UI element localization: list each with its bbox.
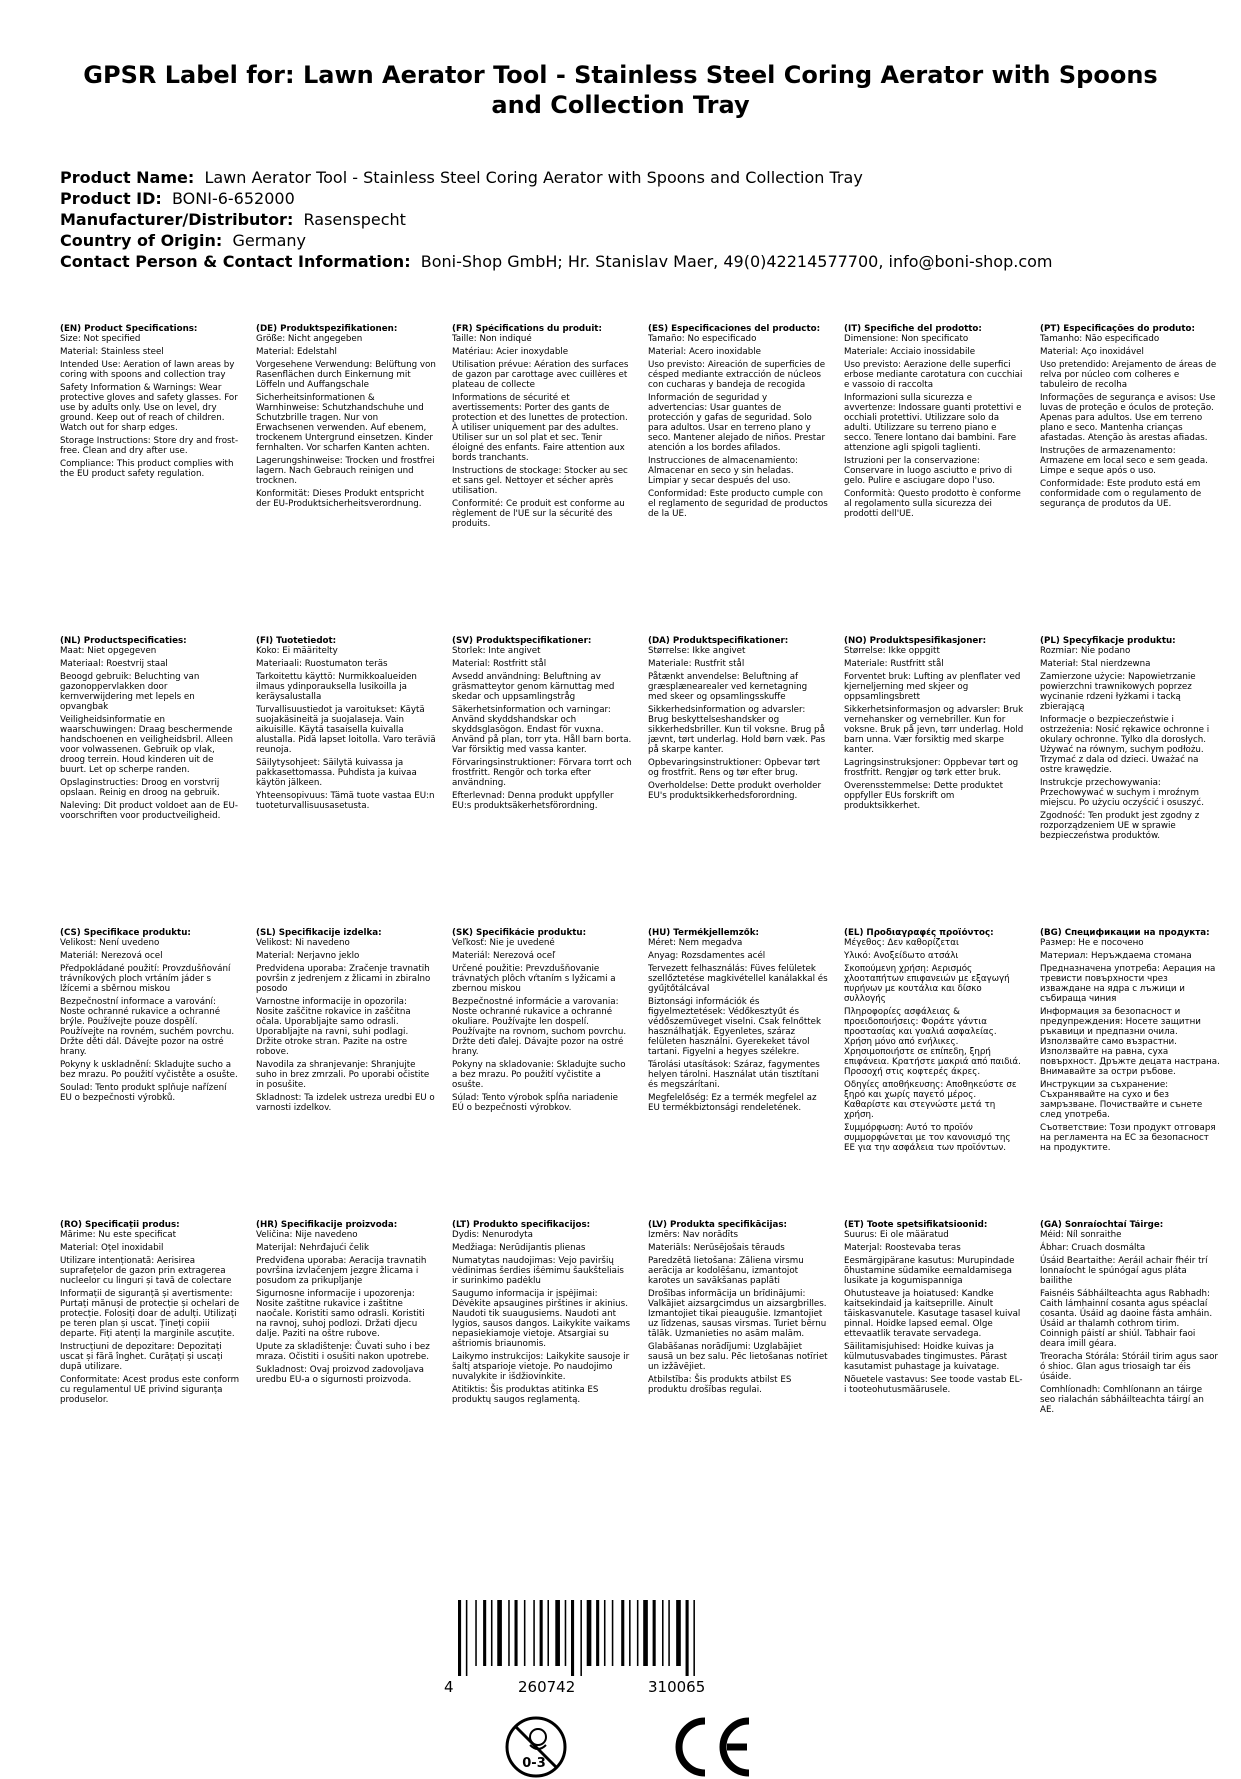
- barcode-bar: [693, 1600, 695, 1676]
- spec-line: Πληροφορίες ασφάλειας & προειδοποιήσεις: Φοράτε γάντια προστασίας και γυαλιά ασφαλείας. Χρήση μόνο από ενήλικες. Χρησιμοποιήστε σε επίπεδη, ξηρή επιφάνεια. Κρατήστε μακριά από παιδιά. Προσοχή στις κοφτερές άκρες.: [844, 1007, 1021, 1077]
- spec-line: Material: Stainless steel: [60, 347, 164, 357]
- spec-line: Conformidade: Este produto está em conformidade com o regulamento de segurança de produtos da UE.: [1040, 479, 1202, 509]
- spec-card-heading: (SV) Produktspecifikationer:: [452, 636, 592, 646]
- spec-line: Pokyny k uskladnění: Skladujte sucho a bez mrazu. Po použití vyčistěte a osušte.: [60, 1060, 238, 1080]
- spec-line: Súlad: Tento výrobok spĺňa nariadenie EÚ o bezpečnosti výrobkov.: [452, 1093, 619, 1113]
- barcode-bar: [621, 1600, 624, 1666]
- spec-line: Méid: Níl sonraithe: [1040, 1230, 1122, 1240]
- spec-line: Utilizare intenționată: Aerisirea suprafețelor de gazon prin extragerea nucleelor cu linguri și tavă de colectare: [60, 1256, 232, 1286]
- spec-line: Konformität: Dieses Produkt entspricht der EU-Produktsicherheitsverordnung.: [256, 489, 425, 509]
- barcode-bar: [475, 1600, 477, 1666]
- spec-card: [648, 1220, 828, 1398]
- info-row-product-name: [60, 167, 1053, 188]
- spec-line: Instrucciones de almacenamiento: Almacenar en seco y sin heladas. Limpiar y secar después del uso.: [648, 456, 798, 486]
- spec-line: Úsáid Beartaithe: Aeráil achair fhéir trí lonnaíocht le spúnógaí agus pláta bailithe: [1040, 1256, 1208, 1286]
- spec-line: Dimensione: Non specificato: [844, 334, 969, 344]
- spec-line: Informações de segurança e avisos: Use luvas de proteção e óculos de proteção. Apenas para adultos. Use em terreno plano e seco. Mantenha crianças afastadas. Atenção às arestas afiadas.: [1040, 393, 1216, 443]
- spec-line: Tárolási utasítások: Száraz, fagymentes helyen tárolni. Használat után tisztítani és megszárítani.: [648, 1060, 820, 1090]
- spec-card-heading: (HR) Specifikacije proizvoda:: [256, 1220, 398, 1230]
- barcode-bar: [540, 1600, 543, 1666]
- spec-line: Comhlíonadh: Comhlíonann an táirge seo rialachán sábháilteachta táirgí an AE.: [1040, 1385, 1204, 1415]
- spec-line: Megfelelőség: Ez a termék megfelel az EU termékbiztonsági rendeletének.: [648, 1093, 817, 1113]
- spec-line: Istruzioni per la conservazione: Conservare in luogo asciutto e privo di gelo. Pulire e asciugare dopo l'uso.: [844, 456, 1012, 486]
- spec-line: Ohutusteave ja hoiatused: Kandke kaitsekindaid ja kaitseprille. Ainult täiskasvanutele. Kasutage tasasel kuival pinnal. Hoidke lapsed eemal. Olge ettevaatlik teravate servadega.: [844, 1289, 1021, 1339]
- spec-line: Soulad: Tento produkt splňuje nařízení EU o bezpečnosti výrobků.: [60, 1083, 227, 1103]
- spec-card: [1040, 324, 1220, 512]
- barcode-bar: [596, 1600, 599, 1666]
- spec-line: Material: Oțel inoxidabil: [60, 1243, 164, 1253]
- spec-line: Zamierzone użycie: Napowietrzanie powierzchni trawnikowych poprzez wycinanie rdzeni łyżkami i tacką zbierającą: [1040, 672, 1196, 712]
- spec-line: Atitiktis: Šis produktas atitinka ES produktų saugos reglamentą.: [452, 1385, 599, 1405]
- barcode-digits: 260742: [518, 1678, 576, 1696]
- info-row-contact: [60, 251, 1053, 272]
- spec-card-heading: (SL) Specifikacije izdelka:: [256, 928, 382, 938]
- spec-card: [844, 1220, 1024, 1398]
- spec-card-heading: (NL) Productspecificaties:: [60, 636, 187, 646]
- spec-card: [256, 636, 436, 814]
- info-row-product-id: [60, 188, 1053, 209]
- barcode-bar: [565, 1600, 567, 1666]
- spec-line: Beoogd gebruik: Beluchting van gazonoppervlakken door kernverwijdering met lepels en opvangbak: [60, 672, 200, 712]
- info-value: Germany: [232, 231, 306, 250]
- spec-card-heading: (CS) Specifikace produktu:: [60, 928, 191, 938]
- spec-line: Materiale: Acciaio inossidabile: [844, 347, 976, 357]
- barcode-bar: [662, 1600, 664, 1666]
- spec-line: Paredzētā lietošana: Zāliena virsmu aerācija ar kodolēšanu, izmantojot karotes un savākšanas paplāti: [648, 1256, 804, 1286]
- spec-line: Предназначена употреба: Аерация на тревисти повърхности чрез изваждане на ядра с лъжици и събираща чиния: [1040, 964, 1216, 1004]
- spec-line: Instrucțiuni de depozitare: Depozitați uscat și fără înghet. Curățați și uscați după utilizare.: [60, 1342, 223, 1372]
- spec-line: Izmērs: Nav norādīts: [648, 1230, 739, 1240]
- spec-line: Sukladnost: Ovaj proizvod zadovoljava uredbu EU-a o sigurnosti proizvoda.: [256, 1365, 424, 1385]
- spec-card-heading: (BG) Спецификации на продукта:: [1040, 928, 1210, 938]
- spec-line: Utilisation prévue: Aération des surfaces de gazon par carottage avec cuillères et plateau de collecte: [452, 360, 629, 390]
- spec-line: Størrelse: Ikke angivet: [648, 646, 746, 656]
- spec-card: [452, 928, 632, 1116]
- spec-line: Materiał: Stal nierdzewna: [1040, 659, 1151, 669]
- spec-line: Upute za skladištenje: Čuvati suho i bez mraza. Očistiti i osušiti nakon upotrebe.: [256, 1342, 430, 1362]
- spec-line: Conformità: Questo prodotto è conforme al regolamento sulla sicurezza dei prodotti dell'UE.: [844, 489, 1021, 519]
- spec-line: Pokyny na skladovanie: Skladujte sucho a bez mrazu. Po použití vyčistite a osušte.: [452, 1060, 626, 1090]
- age-warning-icon: [504, 1715, 568, 1779]
- spec-line: Maat: Niet opgegeven: [60, 646, 157, 656]
- spec-card-heading: (RO) Specificații produs:: [60, 1220, 180, 1230]
- spec-line: Förvaringsinstruktioner: Förvara torrt och frostfritt. Rengör och torka efter användning.: [452, 758, 632, 788]
- spec-card-heading: (NO) Produktspesifikasjoner:: [844, 636, 987, 646]
- spec-line: Předpokládané použití: Provzdušňování trávníkových ploch vrtáním jáder s lžícemi a sběrnou miskou: [60, 964, 231, 994]
- spec-line: Dydis: Nenurodyta: [452, 1230, 533, 1240]
- spec-line: Eesmärgipärane kasutus: Murupindade õhustamine südamike eemaldamisega lusikate ja kogumispanniga: [844, 1256, 1015, 1286]
- spec-card: [844, 636, 1024, 814]
- spec-line: Informations de sécurité et avertissements: Porter des gants de protection et des lunettes de protection. À utiliser uniquement par des adultes. Utiliser sur un sol plat et sec. Tenir éloigné des enfants. Faire attention aux bords tranchants.: [452, 393, 628, 463]
- spec-card-heading: (PL) Specyfikacje produktu:: [1040, 636, 1176, 646]
- spec-card-heading: (HU) Termékjellemzők:: [648, 928, 760, 938]
- spec-line: Materiale: Rustfritt stål: [844, 659, 944, 669]
- spec-card-heading: (LT) Produkto specifikacijos:: [452, 1220, 591, 1230]
- spec-line: Rozmiar: Nie podano: [1040, 646, 1131, 656]
- spec-line: Conformitate: Acest produs este conform cu regulamentul UE privind siguranța produselor.: [60, 1375, 240, 1405]
- spec-line: Størrelse: Ikke oppgitt: [844, 646, 940, 656]
- spec-line: Bezpečnostné informácie a varovania: Noste ochranné rukavice a ochranné okuliare. Používajte len dospelí. Používajte na rovnom, suchom povrchu. Držte deti ďalej. Dávajte pozor na ostré hrany.: [452, 997, 627, 1057]
- spec-line: Säilytysohjeet: Säilytä kuivassa ja pakkasettomassa. Puhdista ja kuivaa käytön jälkeen.: [256, 758, 417, 788]
- spec-line: Размер: Не е посочено: [1040, 938, 1144, 948]
- spec-card-heading: (GA) Sonraíochtaí Táirge:: [1040, 1220, 1164, 1230]
- info-value: Boni-Shop GmbH; Hr. Stanislav Maer, 49(0)42214577700, info@boni-shop.com: [420, 252, 1053, 271]
- spec-line: Påtænkt anvendelse: Beluftning af græsplænearealer ved kernetagning med skeer og opsamlingsskuffe: [648, 672, 808, 702]
- spec-card-heading: (SK) Špecifikácie produktu:: [452, 928, 587, 938]
- spec-line: Uso previsto: Aerazione delle superfici erbose mediante carotatura con cucchiai e vassoio di raccolta: [844, 360, 1023, 390]
- spec-line: Turvallisuustiedot ja varoitukset: Käytä suojakäsineitä ja suojalaseja. Vain aikuisille. Käytä tasaisella kuivalla alustalla. Pidä lapset loitolla. Varo teräviä reunoja.: [256, 705, 436, 755]
- spec-line: Sicherheitsinformationen & Warnhinweise: Schutzhandschuhe und Schutzbrille tragen. Nur von Erwachsenen verwenden. Auf ebenem, trockenem Untergrund einsetzen. Kinder fernhalten. Vor scharfen Kanten achten.: [256, 393, 433, 453]
- spec-line: Informacje o bezpieczeństwie i ostrzeżenia: Nosić rękawice ochronne i okulary ochronne. Tylko dla dorosłych. Używać na równym, suchym podłożu. Trzymać z dala od dzieci. Uważać na ostre krawędzie.: [1040, 715, 1210, 775]
- ce-mark-icon: [665, 1715, 755, 1779]
- spec-line: Material: Rostfritt stål: [452, 659, 547, 669]
- spec-line: Съответствие: Този продукт отговаря на регламента на ЕС за безопасност на продуктите.: [1040, 1123, 1216, 1153]
- barcode-bar: [637, 1600, 639, 1666]
- spec-line: Biztonsági információk és figyelmeztetések: Védőkesztyűt és védőszemüveget viselni. Csak felnőttek használhatják. Egyenletes, száraz felületen használni. Gyerekeket távol tartani. Figyelni a hegyes szélekre.: [648, 997, 822, 1057]
- spec-line: Materiale: Rustfrit stål: [648, 659, 745, 669]
- spec-line: Mărime: Nu este specificat: [60, 1230, 177, 1240]
- spec-line: Storage Instructions: Store dry and frost-free. Clean and dry after use.: [60, 436, 239, 456]
- info-value: Rasenspecht: [303, 210, 406, 229]
- spec-card: [60, 636, 240, 824]
- spec-card-heading: (EN) Product Specifications:: [60, 324, 198, 334]
- spec-line: Materiaali: Ruostumaton teräs: [256, 659, 388, 669]
- spec-line: Saugumo informacija ir įspėjimai: Dėvėkite apsaugines pirštines ir akinius. Naudoti tik suaugusiems. Naudoti ant lygios, sausos dangos. Laikykite vaikams nepasiekiamoje vietoje. Atsargiai su aštriomis briaunomis.: [452, 1289, 631, 1349]
- barcode-bar: [643, 1600, 648, 1666]
- spec-line: Bezpečnostní informace a varování: Noste ochranné rukavice a ochranné brýle. Používejte pouze dospělí. Používejte na rovném, suchém povrchu. Držte děti dál. Dávejte pozor na ostré hrany.: [60, 997, 235, 1057]
- spec-card: [452, 1220, 632, 1408]
- spec-line: Atbilstība: Šis produkts atbilst ES produktu drošības regulai.: [648, 1375, 792, 1395]
- spec-line: Určené použitie: Prevzdušňovanie trávnatých plôch vŕtaním s lyžicami a zbernou miskou: [452, 964, 616, 994]
- spec-line: Yhteensopivuus: Tämä tuote vastaa EU:n tuoteturvallisuusasetusta.: [256, 791, 435, 811]
- spec-line: Materijal: Nehrđajući čelik: [256, 1243, 370, 1253]
- spec-line: Storlek: Inte angivet: [452, 646, 541, 656]
- spec-line: Información de seguridad y advertencias: Usar guantes de protección y gafas de seguridad. Solo para adultos. Usar en terreno plano y seco. Mantener alejado de niños. Prestar atención a los bordes afilados.: [648, 393, 826, 453]
- info-label: Product Name:: [60, 168, 195, 187]
- spec-line: Matériau: Acier inoxydable: [452, 347, 569, 357]
- spec-line: Σκοπούμενη χρήση: Αερισμός χλοοταπήτων επιφανειών με εξαγωγή πυρήνων με κουτάλια και δίσκο συλλογής: [844, 964, 1010, 1004]
- spec-line: Koko: Ei määritelty: [256, 646, 338, 656]
- barcode-bar: [547, 1600, 549, 1666]
- spec-line: Vorgesehene Verwendung: Belüftung von Rasenflächen durch Einkernung mit Löffeln und Auffangschale: [256, 360, 436, 390]
- spec-line: Material: Edelstahl: [256, 347, 337, 357]
- spec-card-heading: (LV) Produkta specifikācijas:: [648, 1220, 787, 1230]
- page-title: GPSR Label for: Lawn Aerator Tool - Stainless Steel Coring Aerator with Spoons and Collection Tray: [83, 61, 1158, 119]
- barcode-bar: [458, 1600, 461, 1676]
- spec-line: Tervezett felhasználás: Füves felületek szellőztetése magkivétellel kanálakkal és gyűjtőtálcával: [648, 964, 828, 994]
- spec-card-heading: (FI) Tuotetiedot:: [256, 636, 337, 646]
- spec-card: [60, 928, 240, 1106]
- spec-card-heading: (ET) Toote spetsifikatsioonid:: [844, 1220, 988, 1230]
- spec-line: Varnostne informacije in opozorila: Nosite zaščitne rokavice in zaščitna očala. Uporabljajte samo odrasli. Uporabljajte na ravni, suhi podlagi. Držite otroke stran. Pazite na ostre robove.: [256, 997, 411, 1057]
- spec-line: Forventet bruk: Lufting av plenflater ved kjerneljerning med skjeer og oppsamlingsbrett: [844, 672, 1021, 702]
- barcode-bar: [604, 1600, 606, 1666]
- info-row-country: [60, 230, 1053, 251]
- ean-barcode: [438, 1600, 738, 1700]
- spec-line: Informazioni sulla sicurezza e avvertenze: Indossare guanti protettivi e occhiali protettivi. Utilizzare solo da adulti. Utilizzare su terreno piano e secco. Tenere lontano dai bambini. Fare attenzione agli spigoli taglienti.: [844, 393, 1022, 453]
- spec-card: [844, 324, 1024, 522]
- spec-line: Compliance: This product complies with the EU product safety regulation.: [60, 459, 234, 479]
- spec-card: [1040, 1220, 1220, 1418]
- spec-line: Material: Nerjavno jeklo: [256, 951, 360, 961]
- spec-line: Size: Not specified: [60, 334, 141, 344]
- barcode-bar: [466, 1600, 468, 1676]
- barcode-bar: [483, 1600, 486, 1666]
- spec-line: Материал: Неръждаема стомана: [1040, 951, 1192, 961]
- barcode-bar: [653, 1600, 656, 1666]
- spec-line: Lagringsinstruksjoner: Oppbevar tørt og frostfritt. Rengjør og tørk etter bruk.: [844, 758, 1019, 778]
- spec-line: Medžiaga: Nerūdijantis plienas: [452, 1243, 586, 1253]
- spec-line: Uso previsto: Aireación de superficies de césped mediante extracción de núcleos con cucharas y bandeja de recogida: [648, 360, 826, 390]
- spec-line: Instructions de stockage: Stocker au sec et sans gel. Nettoyer et sécher après utilisation.: [452, 466, 628, 496]
- spec-line: Materiāls: Nerūsējošais tērauds: [648, 1243, 785, 1253]
- barcode-bar: [580, 1600, 582, 1676]
- spec-card-heading: (DA) Produktspecifikationer:: [648, 636, 789, 646]
- spec-card: [844, 928, 1024, 1156]
- spec-card: [256, 928, 436, 1116]
- info-label: Contact Person & Contact Information:: [60, 252, 411, 271]
- barcode-bar: [497, 1600, 502, 1666]
- spec-line: Predviđena uporaba: Aeracija travnatih površina izvlačenjem jezgre žlicama i posudom za prikupljanje: [256, 1256, 427, 1286]
- barcode-bar: [571, 1600, 574, 1676]
- spec-line: Velikost: Není uvedeno: [60, 938, 160, 948]
- barcode-bar: [491, 1600, 493, 1666]
- barcode-bar: [612, 1600, 614, 1666]
- spec-line: Materiál: Nerezová oceľ: [452, 951, 556, 961]
- barcode-bar: [686, 1600, 689, 1676]
- spec-line: Οδηγίες αποθήκευσης: Αποθηκεύστε σε ξηρό και χωρίς παγετό μέρος. Καθαρίστε και στεγνώστε μετά τη χρήση.: [844, 1080, 1017, 1120]
- spec-line: Uso pretendido: Arejamento de áreas de relva por núcleo com colheres e tabuleiro de recolha: [1040, 360, 1217, 390]
- spec-line: Ábhar: Cruach dosmálta: [1040, 1243, 1146, 1253]
- spec-line: Sikkerhetsinformasjon og advarsler: Bruk vernehansker og vernebriller. Kun for voksne. Bruk på jevn, tørr underlag. Hold barn unna. Vær forsiktig med skarpe kanter.: [844, 705, 1024, 755]
- info-label: Product ID:: [60, 189, 162, 208]
- spec-line: Overensstemmelse: Dette produktet oppfyller EUs forskrift om produktsikkerhet.: [844, 781, 1003, 811]
- spec-line: Conformidad: Este producto cumple con el reglamento de seguridad de productos de la UE.: [648, 489, 828, 519]
- spec-card: [648, 928, 828, 1116]
- spec-card: [648, 324, 828, 522]
- spec-line: Συμμόρφωση: Αυτό το προϊόν συμμορφώνεται με τον κανονισμό της ΕΕ για την ασφάλεια των προϊόντων.: [844, 1123, 1011, 1153]
- spec-line: Sigurnosne informacije i upozorenja: Nosite zaštitne rukavice i zaštitne naočale. Koristiti samo odrasli. Koristiti na ravnoj, suhoj podlozi. Držati djecu dalje. Paziti na oštre rubove.: [256, 1289, 425, 1339]
- spec-line: Sikkerhedsinformation og advarsler: Brug beskyttelseshandsker og sikkerhedsbriller. Kun til voksne. Brug på jævnt, tørt underlag. Hold børn væk. Pas på skarpe kanter.: [648, 705, 826, 755]
- spec-line: Velikost: Ni navedeno: [256, 938, 350, 948]
- spec-line: Laikymo instrukcijos: Laikykite sausoje ir šaltį atsparioje vietoje. Po naudojimo nuvalykite ir išdžiovinkite.: [452, 1352, 630, 1382]
- spec-line: Safety Information & Warnings: Wear protective gloves and safety glasses. For use by adults only. Use on level, dry ground. Keep out of reach of children. Watch out for sharp edges.: [60, 383, 238, 433]
- spec-line: Conformité: Ce produit est conforme au règlement de l'UE sur la sécurité des produits.: [452, 499, 625, 529]
- spec-line: Instruções de armazenamento: Armazene em local seco e sem geada. Limpe e seque após o uso.: [1040, 446, 1208, 476]
- spec-card-heading: (DE) Produktspezifikationen:: [256, 324, 398, 334]
- barcode-digits: 310065: [648, 1678, 706, 1696]
- spec-line: Säilitamisjuhised: Hoidke kuivas ja külmutusvabades tingimustes. Pärast kasutamist puhastage ja kuivatage.: [844, 1342, 1008, 1372]
- spec-line: Υλικό: Ανοξείδωτο ατσάλι: [844, 951, 959, 961]
- barcode-bar: [533, 1600, 535, 1666]
- spec-line: Predvidena uporaba: Zračenje travnatih površin z jedrenjem z žlicami in zbiralno posodo: [256, 964, 431, 994]
- spec-card: [256, 324, 436, 512]
- spec-card-heading: (ES) Especificaciones del producto:: [648, 324, 821, 334]
- spec-card-heading: (PT) Especificações do produto:: [1040, 324, 1195, 334]
- barcode-bar: [676, 1600, 681, 1666]
- spec-card: [1040, 928, 1220, 1156]
- info-value: Lawn Aerator Tool - Stainless Steel Coring Aerator with Spoons and Collection Tray: [204, 168, 863, 187]
- spec-line: Nõuetele vastavus: See toode vastab EL-i tooteohutusmäärusele.: [844, 1375, 1023, 1395]
- spec-card-heading: (EL) Προδιαγραφές προϊόντος:: [844, 928, 994, 938]
- spec-line: Opslaginstructies: Droog en vorstvrij opslaan. Reinig en droog na gebruik.: [60, 778, 220, 798]
- spec-line: Veličina: Nije navedeno: [256, 1230, 358, 1240]
- spec-line: Taille: Non indiqué: [452, 334, 532, 344]
- spec-line: Glabāšanas norādījumi: Uzglabājiet sausā un bez salu. Pēc lietošanas notīriet un izžāvējiet.: [648, 1342, 828, 1372]
- spec-line: Material: Aço inoxidável: [1040, 347, 1144, 357]
- spec-line: Avsedd användning: Beluftning av gräsmatteytor genom kärnuttag med skedar och uppsamlingstråg: [452, 672, 615, 702]
- spec-card: [452, 636, 632, 814]
- spec-line: Anyag: Rozsdamentes acél: [648, 951, 766, 961]
- spec-line: Skladnost: Ta izdelek ustreza uredbi EU o varnosti izdelkov.: [256, 1093, 435, 1113]
- spec-card-heading: (IT) Specifiche del prodotto:: [844, 324, 982, 334]
- spec-line: Информация за безопасност и предупреждения: Носете защитни ръкавици и предпазни очила. Използвайте само възрастни. Използвайте на равна, суха повърхност. Дръжте децата настрана. Внимавайте за остри ръбове.: [1040, 1007, 1220, 1077]
- spec-line: Materjal: Roostevaba teras: [844, 1243, 961, 1253]
- spec-card: [648, 636, 828, 804]
- spec-card: [452, 324, 632, 532]
- spec-line: Informații de siguranță și avertismente: Purtați mănuși de protecție și ochelari de protecție. Folosiți doar de adulți. Utilizați pe teren plan și uscat. Țineți copiii departe. Fiți atenți la marginile ascuțite.: [60, 1289, 240, 1339]
- barcode-bar: [668, 1600, 670, 1666]
- spec-line: Veľkosť: Nie je uvedené: [452, 938, 555, 948]
- barcode-bar: [524, 1600, 526, 1666]
- barcode-bar: [515, 1600, 518, 1666]
- spec-line: Opbevaringsinstruktioner: Opbevar tørt og frostfrit. Rens og tør efter brug.: [648, 758, 820, 778]
- spec-card: [60, 324, 240, 482]
- product-info: [60, 167, 1053, 272]
- spec-line: Overholdelse: Dette produkt overholder EU's produktsikkerhedsforordning.: [648, 781, 822, 801]
- spec-line: Tarkoitettu käyttö: Nurmikkoalueiden ilmaus ydinporauksella lusikoilla ja keräysalustalla: [256, 672, 417, 702]
- spec-line: Méret: Nem megadva: [648, 938, 743, 948]
- spec-line: Drošības informācija un brīdinājumi: Valkājiet aizsargcimdus un aizsargbrilles. Izmantojiet tikai pieaugušie. Izmantojiet uz līdzenas, sausas virsmas. Turiet bērnu tālāk. Uzmanieties no asām malām.: [648, 1289, 827, 1339]
- spec-line: Instrukcje przechowywania: Przechowywać w suchym i mroźnym miejscu. Po użyciu oczyścić i osuszyć.: [1040, 778, 1204, 808]
- spec-line: Μέγεθος: Δεν καθορίζεται: [844, 938, 959, 948]
- info-label: Country of Origin:: [60, 231, 223, 250]
- spec-line: Navodila za shranjevanje: Shranjujte suho in brez zmrzali. Po uporabi očistite in posušite.: [256, 1060, 430, 1090]
- barcode-bar: [587, 1600, 592, 1666]
- spec-line: Инструкции за съхранение: Съхранявайте на сухо и без замръзване. Почиствайте и сънете след употреба.: [1040, 1080, 1203, 1120]
- spec-card-heading: (FR) Spécifications du produit:: [452, 324, 602, 334]
- spec-line: Lagerungshinweise: Trocken und frostfrei lagern. Nach Gebrauch reinigen und trocknen.: [256, 456, 435, 486]
- spec-line: Faisnéis Sábháilteachta agus Rabhadh: Caith lámhainní cosanta agus spéaclaí cosanta. Úsáid ag daoine fásta amháin. Úsáid ar thalamh cothrom tirim. Coinnigh páistí ar shiúl. Tabhair faoi deara imill géara.: [1040, 1289, 1213, 1349]
- spec-line: Intended Use: Aeration of lawn areas by coring with spoons and collection tray: [60, 360, 235, 380]
- spec-line: Numatytas naudojimas: Vejo paviršių vėdinimas šerdies išėmimu šaukšteliais ir surinkimo padėklu: [452, 1256, 624, 1286]
- spec-line: Säkerhetsinformation och varningar: Använd skyddshandskar och skyddsglasögon. Endast för vuxna. Använd på plan, torr yta. Håll barn borta. Var försiktig med vassa kanter.: [452, 705, 632, 755]
- spec-line: Treoracha Stórála: Stóráil tirim agus saor ó shioc. Glan agus triosaigh tar éis úsáide.: [1040, 1352, 1219, 1382]
- barcode-bar: [555, 1600, 560, 1666]
- spec-line: Tamanho: Não especificado: [1040, 334, 1160, 344]
- info-row-manufacturer: [60, 209, 1053, 230]
- barcode-bar: [508, 1600, 510, 1666]
- spec-line: Materiaal: Roestvrij staal: [60, 659, 168, 669]
- age-warning-label: 0-3: [522, 1756, 546, 1771]
- spec-line: Material: Acero inoxidable: [648, 347, 761, 357]
- spec-line: Zgodność: Ten produkt jest zgodny z rozporządzeniem UE w sprawie bezpieczeństwa produktów.: [1040, 811, 1200, 841]
- spec-line: Veiligheidsinformatie en waarschuwingen: Draag beschermende handschoenen en veiligheidsbril. Alleen voor volwassenen. Gebruik op vlak, droog terrein. Houd kinderen uit de buurt. Let op scherpe randen.: [60, 715, 233, 775]
- spec-line: Suurus: Ei ole määratud: [844, 1230, 949, 1240]
- info-label: Manufacturer/Distributor:: [60, 210, 294, 229]
- spec-card: [256, 1220, 436, 1388]
- spec-card: [1040, 636, 1220, 844]
- spec-line: Größe: Nicht angegeben: [256, 334, 363, 344]
- barcode-bar: [629, 1600, 631, 1666]
- spec-line: Materiál: Nerezová ocel: [60, 951, 163, 961]
- spec-line: Efterlevnad: Denna produkt uppfyller EU:s produktsäkerhetsförordning.: [452, 791, 614, 811]
- barcode-digits: 4: [444, 1678, 454, 1696]
- spec-line: Tamaño: No especificado: [648, 334, 757, 344]
- info-value: BONI-6-652000: [171, 189, 295, 208]
- spec-card: [60, 1220, 240, 1408]
- spec-line: Naleving: Dit product voldoet aan de EU-voorschriften voor productveiligheid.: [60, 801, 239, 821]
